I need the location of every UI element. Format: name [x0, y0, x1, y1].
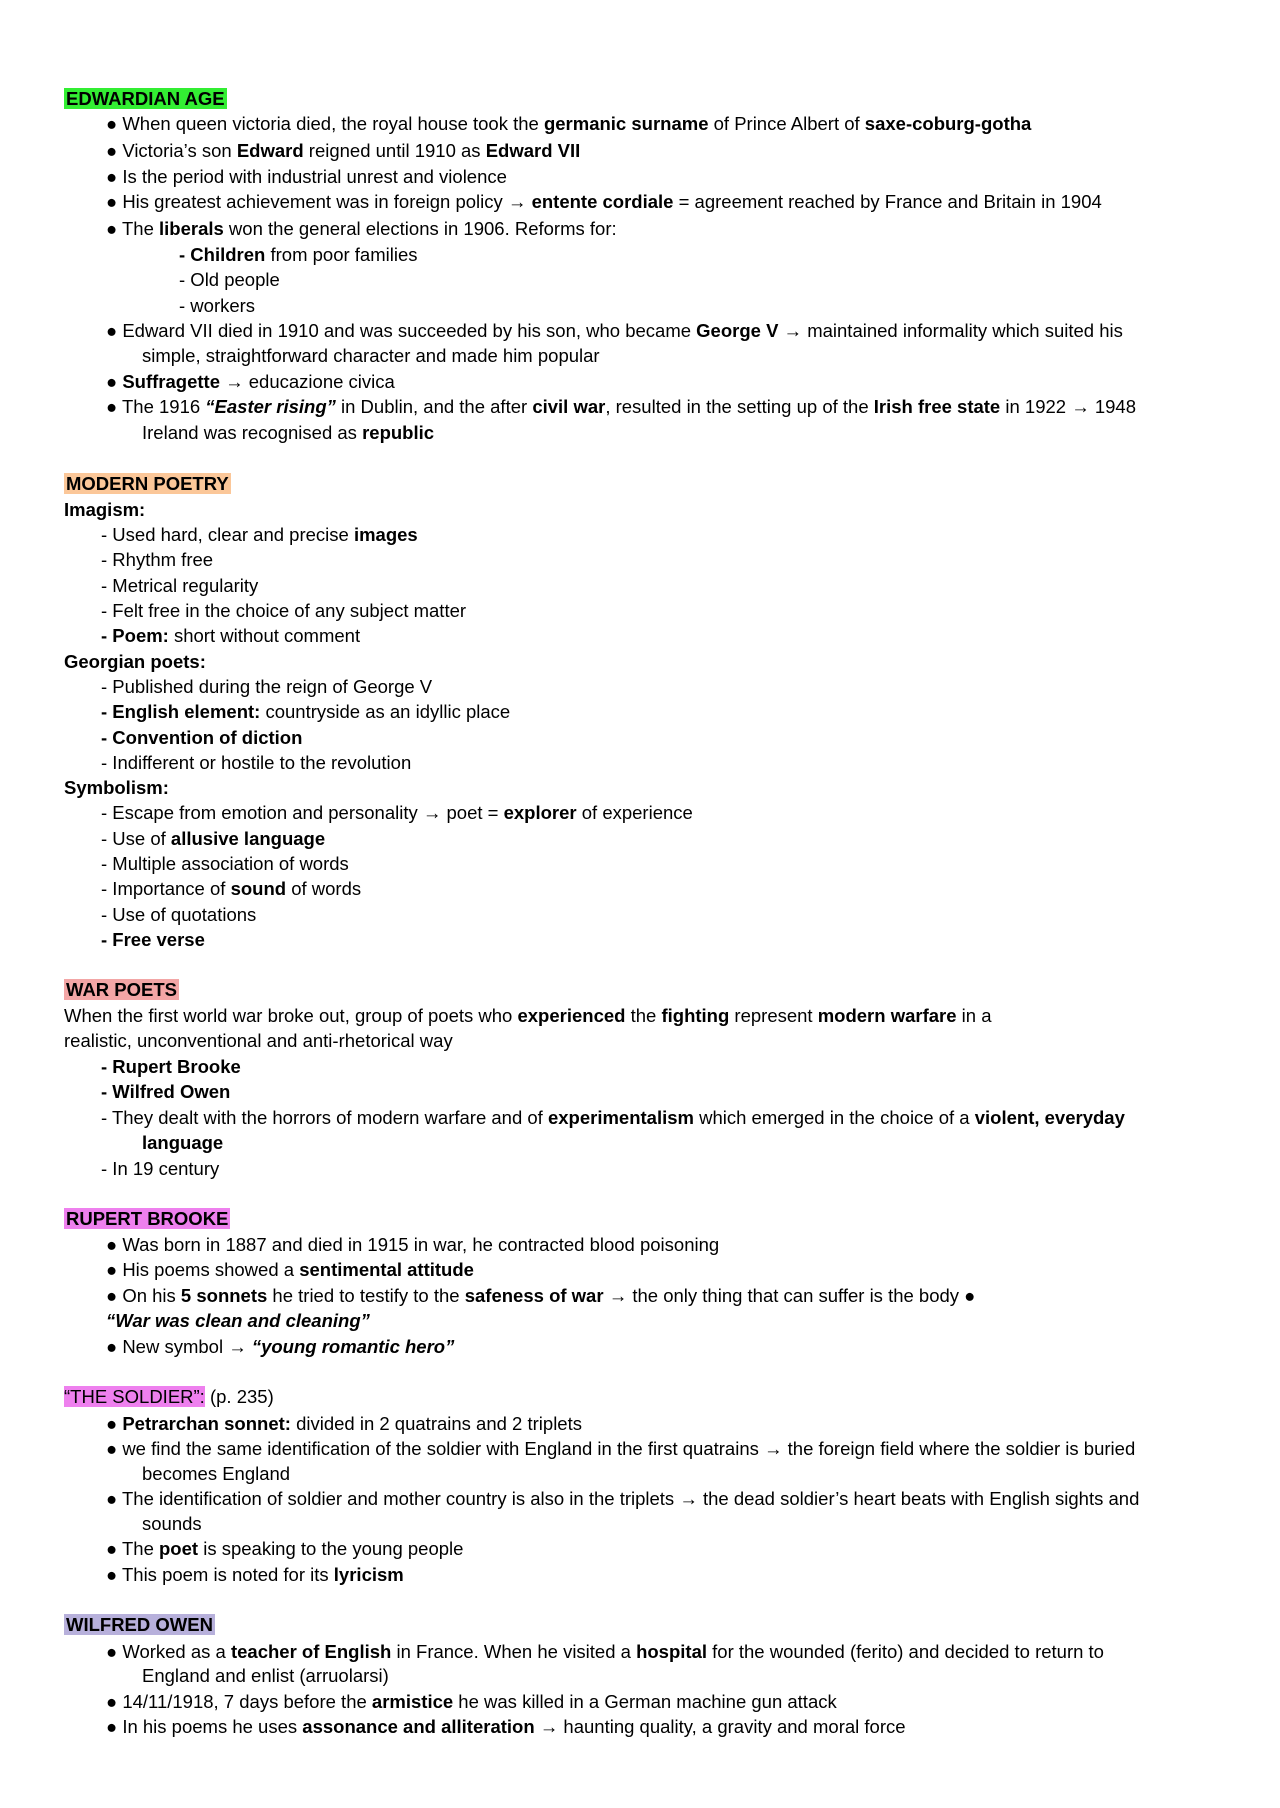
symbolism-item-free-verse: - Free verse: [101, 929, 205, 950]
imagism-item-rhythm: - Rhythm free: [101, 549, 214, 570]
symbolism-item-association: - Multiple association of words: [101, 853, 349, 874]
georgian-item-diction: - Convention of diction: [101, 727, 303, 748]
section-heading-war-poets: [64, 977, 179, 1002]
soldier-bullet-triplets-continued: sounds: [142, 1513, 202, 1534]
war-item-horrors-continued: language: [142, 1132, 224, 1153]
war-item-brooke: - Rupert Brooke: [101, 1056, 241, 1077]
bullet-george-v: ● Edward VII died in 1910 and was succeeded by his son, who became George V → maintained informality which suited his: [106, 320, 1123, 341]
bullet-george-v-continued: simple, straightforward character and made him popular: [142, 345, 600, 366]
owen-bullet-assonance: ● In his poems he uses assonance and alliteration → haunting quality, a gravity and moral force: [106, 1716, 906, 1737]
imagism-item-poem: - Poem: short without comment: [101, 625, 361, 646]
subheading-imagism: Imagism:: [64, 499, 146, 520]
section-heading-modern-poetry: [64, 471, 231, 496]
owen-bullet-armistice: ● 14/11/1918, 7 days before the armistice he was killed in a German machine gun attack: [106, 1691, 837, 1712]
soldier-bullet-triplets: ● The identification of soldier and mother country is also in the triplets → the dead soldier’s heart beats with English sights and: [106, 1488, 1140, 1509]
war-intro-continued: realistic, unconventional and anti-rhetorical way: [64, 1030, 453, 1051]
bullet-industrial-unrest: ● Is the period with industrial unrest and violence: [106, 166, 507, 187]
symbolism-item-quotations: - Use of quotations: [101, 904, 257, 925]
heading-highlight: RUPERT BROOKE: [66, 1208, 229, 1229]
section-heading-edwardian: [64, 86, 227, 111]
owen-bullet-teacher: ● Worked as a teacher of English in France. When he visited a hospital for the wounded (ferito) and decided to return to: [106, 1641, 1104, 1662]
imagism-item-images: - Used hard, clear and precise images: [101, 524, 418, 545]
bullet-royal-house: ● When queen victoria died, the royal house took the germanic surname of Prince Albert of saxe-coburg-gotha: [106, 113, 1032, 134]
symbolism-item-sound: - Importance of sound of words: [101, 878, 362, 899]
brooke-bullet-sentimental: ● His poems showed a sentimental attitude: [106, 1259, 474, 1280]
imagism-item-subject: - Felt free in the choice of any subject matter: [101, 600, 467, 621]
war-item-owen: - Wilfred Owen: [101, 1081, 231, 1102]
bullet-liberals: ● The liberals won the general elections in 1906. Reforms for:: [106, 218, 617, 239]
bullet-edward-vii: ● Victoria’s son Edward reigned until 1910 as Edward VII: [106, 140, 581, 161]
subheading-symbolism: Symbolism:: [64, 777, 169, 798]
bullet-easter-rising-continued: Ireland was recognised as republic: [142, 422, 435, 443]
imagism-item-metrical: - Metrical regularity: [101, 575, 259, 596]
brooke-bullet-symbol: ● New symbol → “young romantic hero”: [106, 1336, 455, 1357]
subitem-workers: - workers: [179, 295, 256, 316]
section-heading-the-soldier: “THE SOLDIER”: (p. 235): [64, 1386, 274, 1407]
brooke-bullet-sonnets: ● On his 5 sonnets he tried to testify to the safeness of war → the only thing that can suffer is the body ●: [106, 1285, 976, 1306]
heading-highlight: WILFRED OWEN: [66, 1614, 213, 1635]
georgian-item-revolution: - Indifferent or hostile to the revolution: [101, 752, 412, 773]
section-heading-rupert-brooke: [64, 1206, 230, 1231]
bullet-easter-rising: ● The 1916 “Easter rising” in Dublin, and the after civil war, resulted in the setting up of the Irish free state in 1922 → 1948: [106, 396, 1137, 417]
soldier-bullet-sonnet: ● Petrarchan sonnet: divided in 2 quatrains and 2 triplets: [106, 1413, 582, 1434]
georgian-item-english: - English element: countryside as an idyllic place: [101, 701, 511, 722]
war-item-century: - In 19 century: [101, 1158, 220, 1179]
owen-bullet-teacher-continued: England and enlist (arruolarsi): [142, 1665, 389, 1686]
heading-highlight: MODERN POETRY: [66, 473, 229, 494]
soldier-bullet-identification: ● we find the same identification of the soldier with England in the first quatrains → the foreign field where the soldier is buried: [106, 1438, 1136, 1459]
bullet-entente-cordiale: ● His greatest achievement was in foreign policy → entente cordiale = agreement reached by France and Britain in 1904: [106, 191, 1102, 212]
soldier-bullet-lyricism: ● This poem is noted for its lyricism: [106, 1564, 404, 1585]
brooke-quote: “War was clean and cleaning”: [106, 1310, 370, 1331]
subheading-georgian: Georgian poets:: [64, 651, 206, 672]
georgian-item-published: - Published during the reign of George V: [101, 676, 433, 697]
symbolism-item-allusive: - Use of allusive language: [101, 828, 326, 849]
war-item-horrors: - They dealt with the horrors of modern warfare and of experimentalism which emerged in the choice of a violent, everyday: [101, 1107, 1125, 1128]
soldier-bullet-identification-continued: becomes England: [142, 1463, 291, 1484]
subitem-old-people: - Old people: [179, 269, 280, 290]
heading-highlight: WAR POETS: [66, 979, 178, 1000]
heading-highlight: EDWARDIAN AGE: [66, 88, 225, 109]
subitem-children: - Children from poor families: [179, 244, 418, 265]
soldier-bullet-poet: ● The poet is speaking to the young people: [106, 1538, 464, 1559]
section-heading-wilfred-owen: [64, 1612, 215, 1637]
war-intro: When the first world war broke out, group of poets who experienced the fighting represent modern warfare in a: [64, 1005, 992, 1026]
brooke-bullet-born: ● Was born in 1887 and died in 1915 in war, he contracted blood poisoning: [106, 1234, 720, 1255]
bullet-suffragette: ● Suffragette → educazione civica: [106, 371, 395, 392]
symbolism-item-escape: - Escape from emotion and personality → poet = explorer of experience: [101, 802, 693, 823]
heading-highlight: “THE SOLDIER”:: [64, 1386, 205, 1407]
